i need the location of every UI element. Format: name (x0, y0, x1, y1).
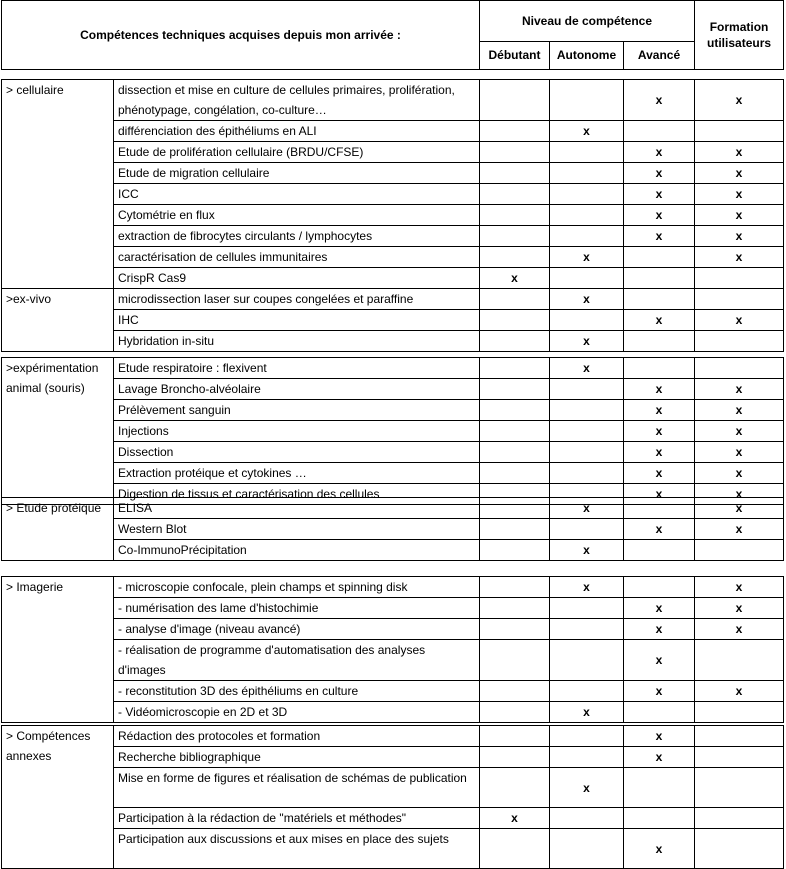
level-debutant-cell (480, 498, 550, 519)
table-row (2, 640, 784, 681)
level-debutant-cell (480, 768, 550, 808)
training-cell: x (695, 226, 784, 247)
skill-label: Western Blot (114, 519, 480, 540)
training-cell: x (695, 80, 784, 121)
table-row (2, 358, 784, 379)
training-cell (695, 358, 784, 379)
level-avance-cell: x (624, 726, 695, 747)
skill-label: Prélèvement sanguin (114, 400, 480, 421)
training-cell (695, 121, 784, 142)
skill-label: caractérisation de cellules immunitaires (114, 247, 480, 268)
level-debutant-cell (480, 726, 550, 747)
level-debutant-cell (480, 463, 550, 484)
skill-label: Lavage Broncho-alvéolaire (114, 379, 480, 400)
training-cell: x (695, 442, 784, 463)
training-cell: x (695, 498, 784, 519)
level-avance-cell: x (624, 519, 695, 540)
level-autonome-cell (550, 519, 624, 540)
level-autonome-cell (550, 268, 624, 289)
level-debutant-cell (480, 619, 550, 640)
level-avance-cell (624, 768, 695, 808)
level-autonome-cell (550, 421, 624, 442)
training-cell: x (695, 619, 784, 640)
section-category: > Imagerie (2, 577, 114, 723)
level-avance-cell: x (624, 400, 695, 421)
level-avance-cell: x (624, 142, 695, 163)
level-debutant-cell (480, 442, 550, 463)
level-debutant-cell (480, 142, 550, 163)
level-avance-cell (624, 121, 695, 142)
table-row (2, 121, 784, 142)
table-row (2, 400, 784, 421)
level-autonome-cell (550, 400, 624, 421)
header-niveau: Niveau de compétence (480, 1, 695, 42)
level-autonome-cell: x (550, 702, 624, 723)
table-row (2, 747, 784, 768)
level-avance-cell (624, 577, 695, 598)
level-autonome-cell (550, 310, 624, 331)
level-autonome-cell (550, 205, 624, 226)
header-debutant: Débutant (480, 41, 550, 69)
level-debutant-cell (480, 226, 550, 247)
level-avance-cell: x (624, 640, 695, 681)
table-row (2, 289, 784, 310)
level-debutant-cell (480, 184, 550, 205)
level-autonome-cell (550, 379, 624, 400)
skill-label: différenciation des épithéliums en ALI (114, 121, 480, 142)
header-autonome: Autonome (550, 41, 624, 69)
level-avance-cell: x (624, 442, 695, 463)
section-category: > Etude protéique (2, 498, 114, 561)
level-avance-cell (624, 289, 695, 310)
section-category: >expérimentation animal (souris) (2, 358, 114, 505)
level-autonome-cell (550, 808, 624, 829)
level-autonome-cell: x (550, 358, 624, 379)
section-table (1, 497, 784, 561)
level-avance-cell: x (624, 421, 695, 442)
level-autonome-cell: x (550, 247, 624, 268)
level-avance-cell: x (624, 829, 695, 869)
level-autonome-cell (550, 726, 624, 747)
level-avance-cell: x (624, 747, 695, 768)
level-avance-cell: x (624, 163, 695, 184)
level-debutant-cell (480, 80, 550, 121)
level-debutant-cell (480, 421, 550, 442)
level-avance-cell (624, 498, 695, 519)
skill-label: Hybridation in-situ (114, 331, 480, 352)
level-autonome-cell: x (550, 331, 624, 352)
level-debutant-cell (480, 379, 550, 400)
table-row (2, 142, 784, 163)
table-row (2, 442, 784, 463)
table-row (2, 184, 784, 205)
level-avance-cell: x (624, 484, 695, 505)
level-debutant-cell (480, 205, 550, 226)
header-avance: Avancé (624, 41, 695, 69)
skill-label: - numérisation des lame d'histochimie (114, 598, 480, 619)
training-cell: x (695, 205, 784, 226)
level-autonome-cell: x (550, 498, 624, 519)
level-debutant-cell (480, 702, 550, 723)
section-table (1, 288, 784, 352)
skill-label: ELISA (114, 498, 480, 519)
level-autonome-cell (550, 163, 624, 184)
level-autonome-cell (550, 747, 624, 768)
table-row (2, 681, 784, 702)
skill-label: - analyse d'image (niveau avancé) (114, 619, 480, 640)
skill-label: CrispR Cas9 (114, 268, 480, 289)
table-row (2, 702, 784, 723)
level-avance-cell: x (624, 379, 695, 400)
level-debutant-cell (480, 681, 550, 702)
training-cell (695, 540, 784, 561)
level-autonome-cell (550, 681, 624, 702)
training-cell: x (695, 310, 784, 331)
header-formation: Formation utilisateurs (695, 1, 784, 70)
level-autonome-cell: x (550, 121, 624, 142)
skill-label: Etude de migration cellulaire (114, 163, 480, 184)
training-cell (695, 640, 784, 681)
level-debutant-cell (480, 163, 550, 184)
training-cell: x (695, 681, 784, 702)
table-row (2, 268, 784, 289)
level-avance-cell: x (624, 598, 695, 619)
level-autonome-cell (550, 463, 624, 484)
training-cell (695, 268, 784, 289)
skill-label: ICC (114, 184, 480, 205)
level-avance-cell: x (624, 310, 695, 331)
skill-label: Digestion de tissus et caractérisation des cellules (114, 484, 480, 505)
level-avance-cell (624, 702, 695, 723)
training-cell (695, 829, 784, 869)
level-debutant-cell (480, 540, 550, 561)
training-cell: x (695, 577, 784, 598)
header-title: Compétences techniques acquises depuis mon arrivée : (2, 1, 480, 70)
level-debutant-cell (480, 331, 550, 352)
training-cell (695, 747, 784, 768)
skill-label: Co-ImmunoPrécipitation (114, 540, 480, 561)
table-row (2, 829, 784, 869)
skill-label: Extraction protéique et cytokines … (114, 463, 480, 484)
level-autonome-cell (550, 598, 624, 619)
skill-label: Recherche bibliographique (114, 747, 480, 768)
training-cell (695, 289, 784, 310)
table-row (2, 205, 784, 226)
level-debutant-cell (480, 289, 550, 310)
level-avance-cell (624, 247, 695, 268)
table-row (2, 80, 784, 121)
table-row (2, 808, 784, 829)
skill-label: Etude de prolifération cellulaire (BRDU/CFSE) (114, 142, 480, 163)
table-row (2, 331, 784, 352)
training-cell: x (695, 421, 784, 442)
level-autonome-cell (550, 442, 624, 463)
level-debutant-cell (480, 358, 550, 379)
level-avance-cell: x (624, 184, 695, 205)
level-autonome-cell: x (550, 289, 624, 310)
table-row (2, 768, 784, 808)
table-row (2, 619, 784, 640)
level-autonome-cell (550, 829, 624, 869)
skill-label: Participation à la rédaction de "matériels et méthodes" (114, 808, 480, 829)
training-cell (695, 702, 784, 723)
skill-label: - réalisation de programme d'automatisation des analyses d'images (114, 640, 480, 681)
section-table (1, 79, 784, 289)
level-autonome-cell (550, 226, 624, 247)
level-avance-cell (624, 808, 695, 829)
training-cell: x (695, 247, 784, 268)
skill-label: dissection et mise en culture de cellules primaires, prolifération, phénotypage, congélation, co-culture… (114, 80, 480, 121)
skill-label: Participation aux discussions et aux mises en place des sujets (114, 829, 480, 869)
skill-label: - microscopie confocale, plein champs et spinning disk (114, 577, 480, 598)
level-debutant-cell: x (480, 268, 550, 289)
level-autonome-cell (550, 80, 624, 121)
skill-label: Rédaction des protocoles et formation (114, 726, 480, 747)
level-debutant-cell (480, 519, 550, 540)
table-row (2, 498, 784, 519)
level-autonome-cell: x (550, 577, 624, 598)
table-row (2, 310, 784, 331)
training-cell: x (695, 519, 784, 540)
table-row (2, 519, 784, 540)
table-row (2, 421, 784, 442)
section-table (1, 357, 784, 505)
level-debutant-cell (480, 310, 550, 331)
level-debutant-cell (480, 577, 550, 598)
skill-label: - reconstitution 3D des épithéliums en culture (114, 681, 480, 702)
level-avance-cell (624, 358, 695, 379)
level-debutant-cell (480, 640, 550, 681)
table-row (2, 726, 784, 747)
section-table (1, 725, 784, 869)
competence-header-table (1, 0, 784, 70)
level-avance-cell: x (624, 619, 695, 640)
skill-label: Etude respiratoire : flexivent (114, 358, 480, 379)
training-cell (695, 768, 784, 808)
table-row (2, 540, 784, 561)
training-cell: x (695, 184, 784, 205)
level-avance-cell (624, 540, 695, 561)
section-category: > Compétences annexes (2, 726, 114, 869)
skill-label: Mise en forme de figures et réalisation de schémas de publication (114, 768, 480, 808)
level-debutant-cell (480, 598, 550, 619)
table-row (2, 379, 784, 400)
level-avance-cell: x (624, 226, 695, 247)
training-cell (695, 808, 784, 829)
table-row (2, 226, 784, 247)
table-row (2, 463, 784, 484)
skill-label: microdissection laser sur coupes congelées et paraffine (114, 289, 480, 310)
table-row (2, 598, 784, 619)
level-autonome-cell (550, 184, 624, 205)
level-avance-cell: x (624, 463, 695, 484)
table-row (2, 247, 784, 268)
training-cell: x (695, 463, 784, 484)
table-row (2, 163, 784, 184)
skill-label: - Vidéomicroscopie en 2D et 3D (114, 702, 480, 723)
level-debutant-cell (480, 747, 550, 768)
level-avance-cell (624, 268, 695, 289)
level-autonome-cell (550, 640, 624, 681)
level-avance-cell: x (624, 205, 695, 226)
training-cell (695, 331, 784, 352)
level-avance-cell (624, 331, 695, 352)
skill-label: IHC (114, 310, 480, 331)
section-category: >ex-vivo (2, 289, 114, 352)
level-debutant-cell: x (480, 808, 550, 829)
training-cell: x (695, 142, 784, 163)
skill-label: Injections (114, 421, 480, 442)
training-cell: x (695, 379, 784, 400)
level-debutant-cell (480, 121, 550, 142)
level-debutant-cell (480, 247, 550, 268)
level-autonome-cell (550, 619, 624, 640)
level-autonome-cell: x (550, 540, 624, 561)
table-row (2, 577, 784, 598)
section-table (1, 576, 784, 723)
level-debutant-cell (480, 829, 550, 869)
training-cell: x (695, 400, 784, 421)
training-cell: x (695, 163, 784, 184)
training-cell: x (695, 598, 784, 619)
level-autonome-cell: x (550, 768, 624, 808)
training-cell: x (695, 484, 784, 505)
section-category: > cellulaire (2, 80, 114, 289)
level-avance-cell: x (624, 681, 695, 702)
level-avance-cell: x (624, 80, 695, 121)
training-cell (695, 726, 784, 747)
skill-label: Dissection (114, 442, 480, 463)
level-debutant-cell (480, 400, 550, 421)
skill-label: Cytométrie en flux (114, 205, 480, 226)
level-autonome-cell (550, 142, 624, 163)
skill-label: extraction de fibrocytes circulants / lymphocytes (114, 226, 480, 247)
